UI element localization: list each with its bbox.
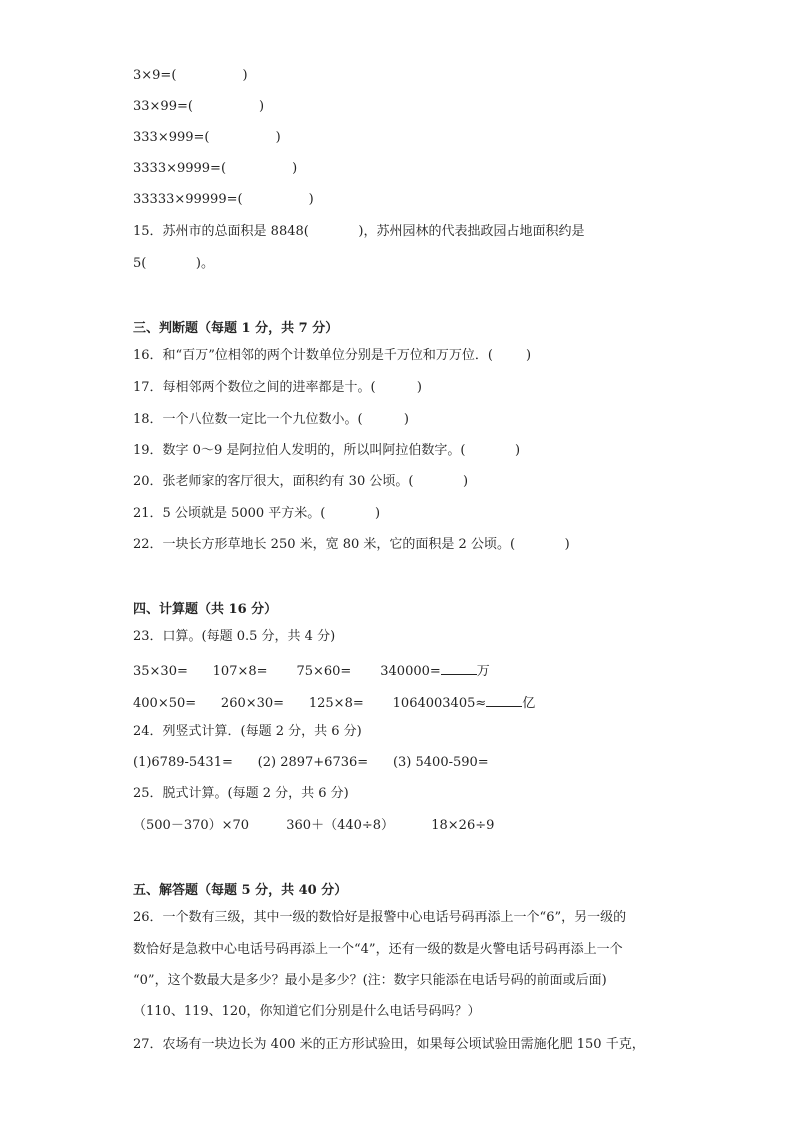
q23-row-1-text: 35×30= 107×8= 75×60= 340000=	[133, 664, 441, 679]
q14-line-2: 33×99=( )	[133, 99, 265, 114]
q18: 18．一个八位数一定比一个九位数小。( )	[133, 412, 410, 427]
q16: 16．和“百万”位相邻的两个计数单位分别是千万位和万万位．( )	[133, 348, 532, 363]
q23-title: 23．口算。(每题 0.5 分，共 4 分)	[133, 629, 336, 644]
q14-line-4: 3333×9999=( )	[133, 161, 298, 176]
q15-line-1: 15．苏州市的总面积是 8848( )，苏州园林的代表拙政园占地面积约是	[133, 224, 585, 239]
q20: 20．张老师家的客厅很大，面积约有 30 公顷。( )	[133, 474, 469, 489]
q21: 21．5 公顷就是 5000 平方米。( )	[133, 506, 381, 521]
q25-row: （500－370）×70 360＋（440÷8） 18×26÷9	[133, 818, 495, 833]
q17: 17．每相邻两个数位之间的进率都是十。( )	[133, 380, 423, 395]
q19: 19．数字 0～9 是阿拉伯人发明的，所以叫阿拉伯数字。( )	[133, 443, 521, 458]
q25-title: 25．脱式计算。(每题 2 分，共 6 分)	[133, 786, 349, 801]
q24-title: 24．列竖式计算．(每题 2 分，共 6 分)	[133, 724, 362, 739]
q23-row-2-unit: 亿	[522, 696, 536, 711]
section3-heading: 三、判断题（每题 1 分，共 7 分）	[133, 321, 339, 336]
section5-heading: 五、解答题（每题 5 分，共 40 分）	[133, 883, 348, 898]
q23-row-1-unit: 万	[476, 664, 490, 679]
q26-line-4: （110、119、120，你知道它们分别是什么电话号码吗？）	[133, 1004, 481, 1019]
q27-line-1: 27．农场有一块边长为 400 米的正方形试验田，如果每公顷试验田需施化肥 150 千克，	[133, 1037, 645, 1052]
q23-row-2-text: 400×50= 260×30= 125×8= 1064003405≈	[133, 696, 487, 711]
q14-line-5: 33333×99999=( )	[133, 192, 314, 207]
q14-line-1: 3×9=( )	[133, 68, 248, 83]
q26-line-3: “0”，这个数最大是多少？最小是多少？(注：数字只能添在电话号码的前面或后面)	[133, 973, 607, 988]
q23-row-1	[133, 660, 490, 681]
q23-row-2	[133, 692, 535, 713]
answer-blank	[486, 692, 522, 707]
q26-line-2: 数恰好是急救中心电话号码再添上一个“4”，还有一级的数是火警电话号码再添上一个	[133, 942, 623, 957]
q22: 22．一块长方形草地长 250 米，宽 80 米，它的面积是 2 公顷。( )	[133, 537, 570, 552]
q26-line-1: 26．一个数有三级，其中一级的数恰好是报警中心电话号码再添上一个“6”，另一级的	[133, 910, 627, 925]
section4-heading: 四、计算题（共 16 分）	[133, 602, 278, 617]
answer-blank	[441, 660, 477, 675]
q15-line-2: 5( )。	[133, 256, 215, 271]
q24-row: (1)6789-5431= (2) 2897+6736= (3) 5400-590=	[133, 755, 489, 770]
q14-line-3: 333×999=( )	[133, 130, 281, 145]
